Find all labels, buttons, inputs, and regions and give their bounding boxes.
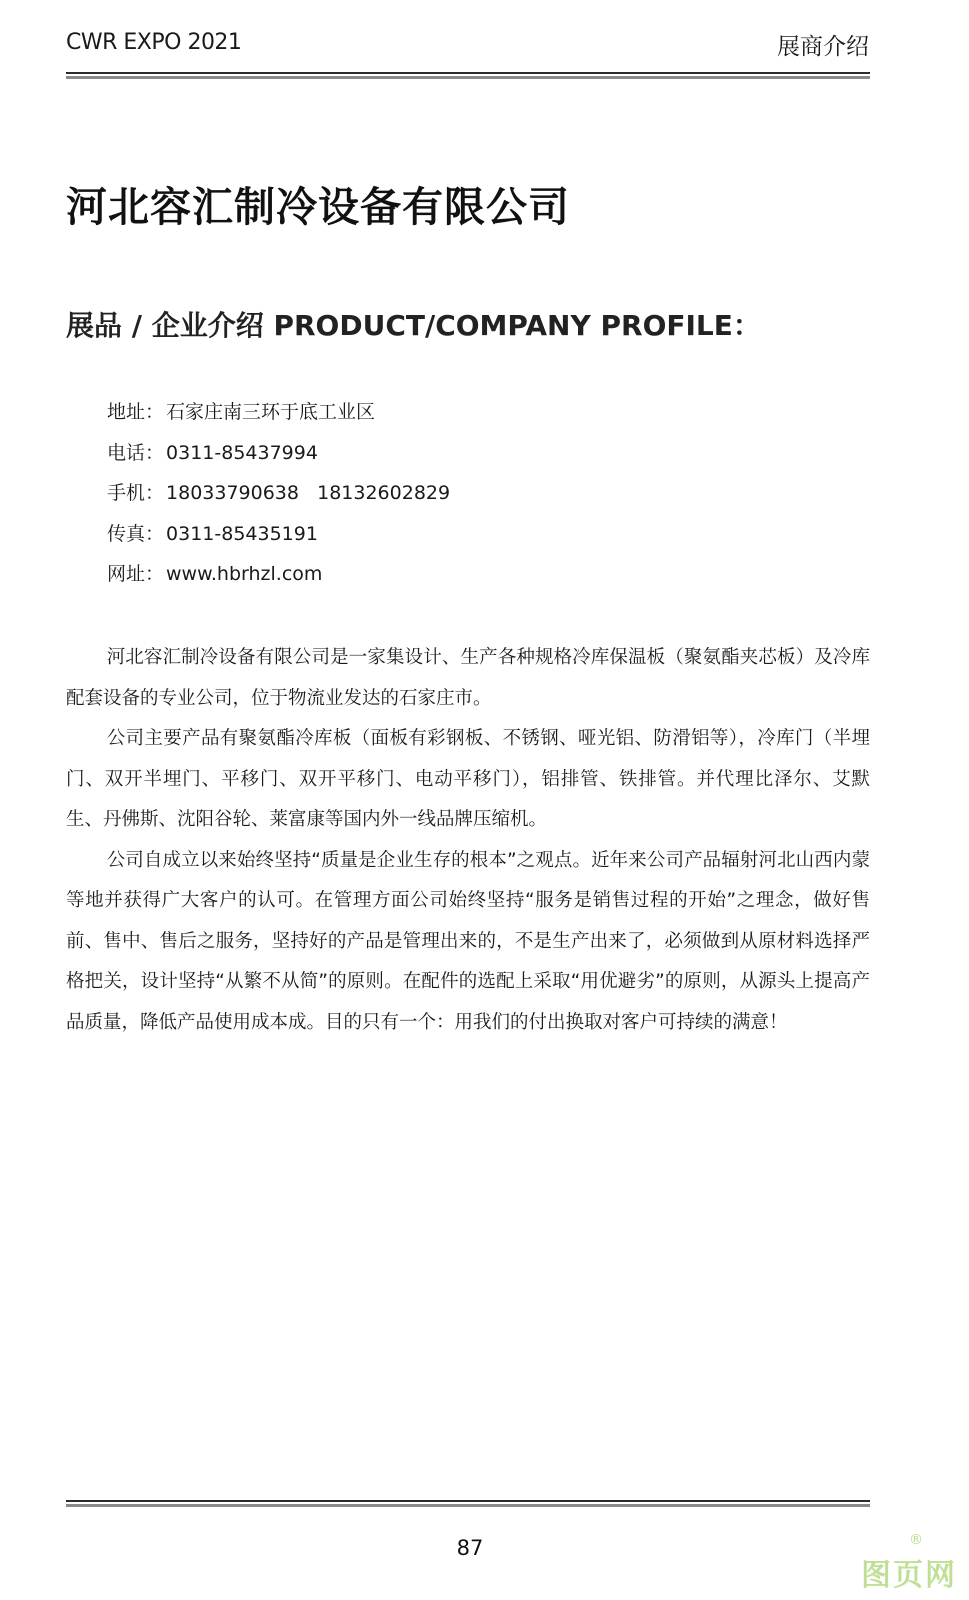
company-profile-body bbox=[66, 638, 870, 1043]
contact-mobile bbox=[107, 477, 450, 518]
footer-divider bbox=[66, 1500, 870, 1507]
contact-label: 地址： bbox=[107, 401, 165, 423]
registered-mark: ® bbox=[909, 1532, 923, 1548]
profile-paragraph: 公司自成立以来始终坚持“质量是企业生存的根本”之观点。近年来公司产品辐射河北山西内蒙等地并获得广大客户的认可。在管理方面公司始终坚持“服务是销售过程的开始”之理念，做好售前、售中、售后之服务，坚持好的产品是管理出来的，不是生产出来了，必须做到从原材料选择严格把关，设计坚持“从繁不从简”的原则。在配件的选配上采取“用优避劣”的原则，从源头上提高产品质量，降低产品使用成本成。目的只有一个：用我们的付出换取对客户可持续的满意！ bbox=[66, 849, 870, 1033]
header-expo-title: CWR EXPO 2021 bbox=[66, 30, 242, 55]
section-heading: 展品 / 企业介绍 PRODUCT/COMPANY PROFILE： bbox=[66, 309, 761, 342]
contact-value: 石家庄南三环于底工业区 bbox=[166, 401, 376, 423]
watermark-text: 图页网 bbox=[861, 1558, 957, 1593]
contact-label: 传真： bbox=[107, 522, 165, 545]
profile-paragraph: 河北容汇制冷设备有限公司是一家集设计、生产各种规格冷库保温板（聚氨酯夹芯板）及冷库配套设备的专业公司，位于物流业发达的石家庄市。 bbox=[66, 647, 870, 709]
contact-value: 0311-85435191 bbox=[166, 522, 318, 545]
watermark-logo bbox=[845, 1530, 957, 1594]
contact-label: 手机： bbox=[107, 482, 165, 504]
contact-address bbox=[107, 396, 450, 437]
header-divider bbox=[66, 72, 870, 79]
contact-value: 0311-85437994 bbox=[166, 441, 318, 464]
page-number: 87 bbox=[456, 1536, 484, 1560]
company-title: 河北容汇制冷设备有限公司 bbox=[66, 183, 570, 231]
contact-value: www.hbrhzl.com bbox=[166, 563, 323, 585]
profile-paragraph: 公司主要产品有聚氨酯冷库板（面板有彩钢板、不锈钢、哑光铝、防滑铝等），冷库门（半埋门、双开半埋门、平移门、双开平移门、电动平移门），铝排管、铁排管。并代理比泽尔、艾默生、丹佛斯、沈阳谷轮、莱富康等国内外一线品牌压缩机。 bbox=[66, 728, 870, 830]
header-section-label: 展商介绍 bbox=[777, 34, 869, 60]
contact-label: 网址： bbox=[107, 563, 165, 585]
contact-phone bbox=[107, 437, 450, 478]
contact-value: 18033790638 18132602829 bbox=[166, 482, 451, 504]
contact-website bbox=[107, 558, 450, 599]
contact-list bbox=[107, 396, 450, 599]
contact-fax bbox=[107, 518, 450, 559]
contact-label: 电话： bbox=[107, 441, 165, 464]
